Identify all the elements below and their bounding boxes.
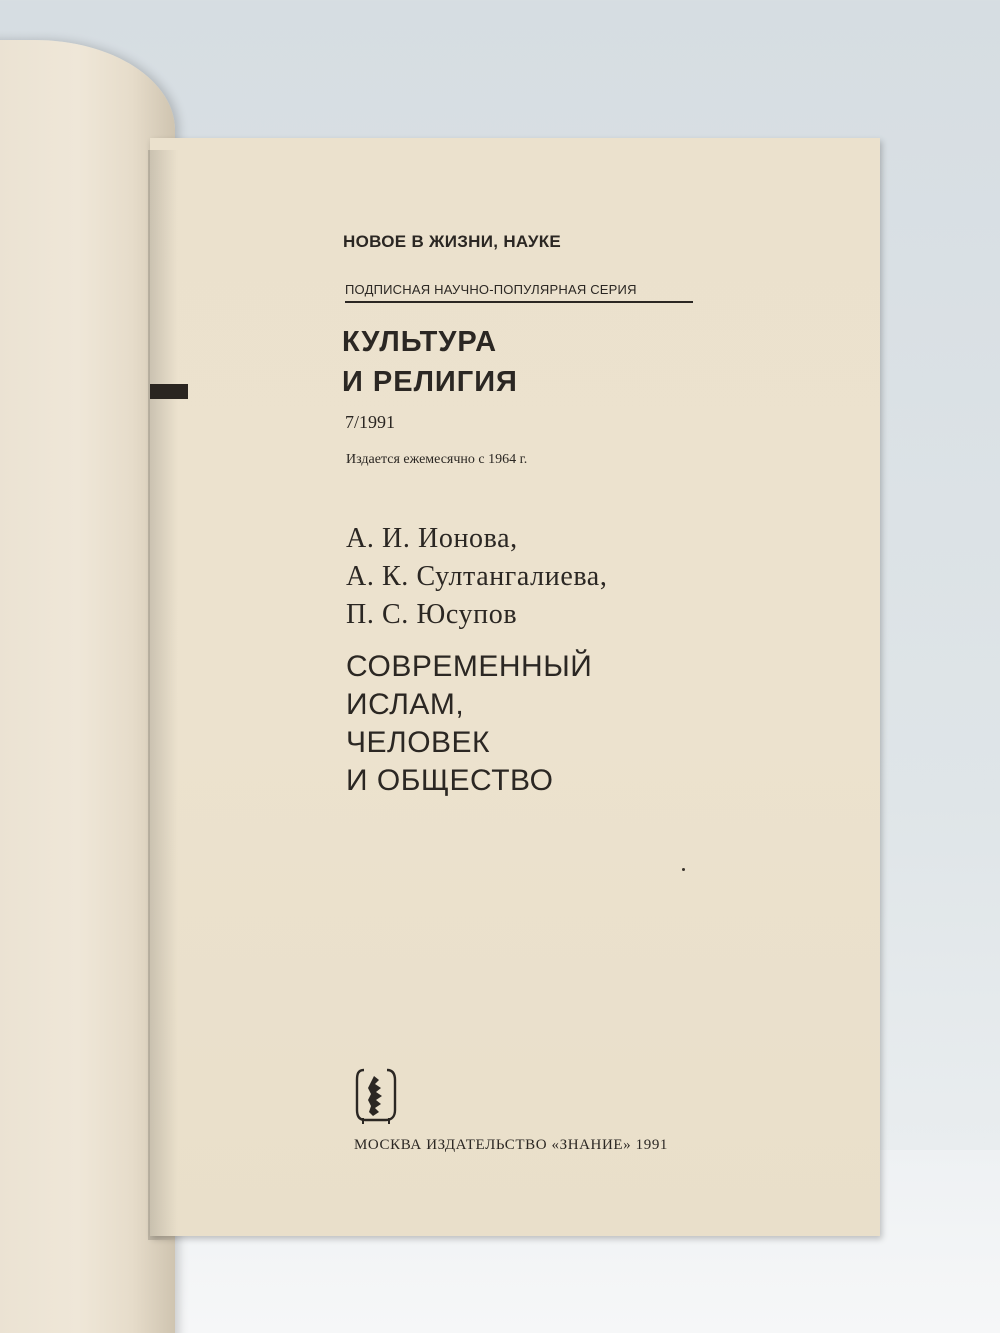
series-title-line: И РЕЛИГИЯ <box>342 366 518 398</box>
author-name: А. К. Султангалиева, <box>346 561 608 592</box>
book-title <box>346 648 592 800</box>
book-title-line: СОВРЕМЕННЫЙ <box>346 650 593 683</box>
ink-speck <box>682 868 685 871</box>
series-title-line: КУЛЬТУРА <box>342 326 498 358</box>
series-line: НОВОЕ В ЖИЗНИ, НАУКЕ <box>343 232 562 251</box>
book-title-line: ИСЛАМ, <box>346 688 465 721</box>
gutter-shadow <box>148 150 178 1240</box>
znanie-publisher-logo-icon <box>354 1066 398 1126</box>
book-title-line: И ОБЩЕСТВО <box>346 764 554 797</box>
author-name: П. С. Юсупов <box>346 599 518 630</box>
book-title-line: ЧЕЛОВЕК <box>346 726 491 759</box>
publisher-imprint: МОСКВА ИЗДАТЕЛЬСТВО «ЗНАНИЕ» 1991 <box>354 1137 669 1153</box>
authors <box>346 520 607 634</box>
issue-number: 7/1991 <box>345 412 396 432</box>
subscription-line: ПОДПИСНАЯ НАУЧНО-ПОПУЛЯРНАЯ СЕРИЯ <box>345 282 693 303</box>
series-title <box>342 322 518 402</box>
author-name: А. И. Ионова, <box>346 523 518 554</box>
publication-frequency: Издается ежемесячно с 1964 г. <box>346 452 528 467</box>
spine-mark <box>150 384 188 399</box>
